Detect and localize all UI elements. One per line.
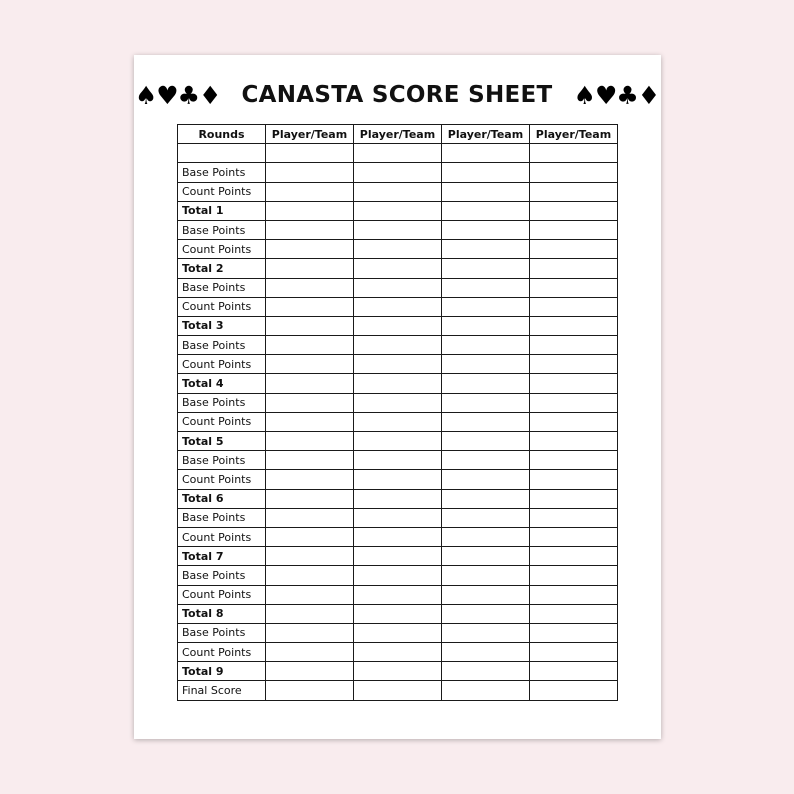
score-cell-player-2 — [354, 393, 442, 412]
row-label: Base Points — [178, 623, 266, 642]
row-label: Count Points — [178, 527, 266, 546]
score-cell-player-2 — [354, 566, 442, 585]
row-label: Count Points — [178, 585, 266, 604]
row-label: Total 4 — [178, 374, 266, 393]
score-cell-player-2 — [354, 316, 442, 335]
score-cell-player-4 — [530, 316, 618, 335]
score-cell-player-1 — [266, 297, 354, 316]
table-row — [178, 163, 618, 182]
table-row — [178, 336, 618, 355]
score-cell-player-3 — [442, 585, 530, 604]
card-suits-icon: ♠♥♣♦ — [573, 80, 660, 110]
score-cell-player-3 — [442, 220, 530, 239]
page-title: CANASTA SCORE SHEET — [241, 81, 553, 108]
score-cell-player-4 — [530, 432, 618, 451]
table-row — [178, 144, 618, 163]
score-cell-player-2 — [354, 259, 442, 278]
score-cell-player-1 — [266, 336, 354, 355]
table-row — [178, 201, 618, 220]
table-row — [178, 508, 618, 527]
row-label: Total 2 — [178, 259, 266, 278]
score-cell-player-2 — [354, 201, 442, 220]
score-cell-player-4 — [530, 623, 618, 642]
table-row — [178, 355, 618, 374]
score-cell-player-3 — [442, 547, 530, 566]
score-cell-player-1 — [266, 432, 354, 451]
score-cell-player-4 — [530, 144, 618, 163]
score-cell-player-1 — [266, 144, 354, 163]
row-label: Total 1 — [178, 201, 266, 220]
table-row — [178, 220, 618, 239]
row-label: Base Points — [178, 336, 266, 355]
score-cell-player-4 — [530, 643, 618, 662]
score-cell-player-2 — [354, 374, 442, 393]
score-cell-player-3 — [442, 623, 530, 642]
score-cell-player-3 — [442, 316, 530, 335]
table-row — [178, 432, 618, 451]
score-cell-player-1 — [266, 201, 354, 220]
score-cell-player-3 — [442, 144, 530, 163]
score-cell-player-2 — [354, 355, 442, 374]
score-cell-player-2 — [354, 643, 442, 662]
score-cell-player-3 — [442, 278, 530, 297]
title-row — [0, 78, 794, 112]
table-row — [178, 662, 618, 681]
score-table — [177, 124, 618, 701]
score-cell-player-2 — [354, 623, 442, 642]
score-cell-player-3 — [442, 393, 530, 412]
table-row — [178, 182, 618, 201]
row-label: Count Points — [178, 355, 266, 374]
score-cell-player-4 — [530, 336, 618, 355]
row-label: Total 9 — [178, 662, 266, 681]
row-label: Count Points — [178, 297, 266, 316]
score-cell-player-1 — [266, 585, 354, 604]
score-cell-player-3 — [442, 412, 530, 431]
table-row — [178, 681, 618, 700]
row-label — [178, 144, 266, 163]
table-row — [178, 623, 618, 642]
table-row — [178, 316, 618, 335]
header-rounds: Rounds — [178, 125, 266, 144]
score-cell-player-1 — [266, 240, 354, 259]
score-cell-player-2 — [354, 662, 442, 681]
table-row — [178, 412, 618, 431]
score-cell-player-2 — [354, 220, 442, 239]
score-cell-player-4 — [530, 451, 618, 470]
header-player-3: Player/Team — [442, 125, 530, 144]
score-cell-player-2 — [354, 412, 442, 431]
table-row — [178, 547, 618, 566]
table-row — [178, 451, 618, 470]
row-label: Base Points — [178, 393, 266, 412]
score-cell-player-1 — [266, 220, 354, 239]
score-cell-player-4 — [530, 527, 618, 546]
score-cell-player-3 — [442, 566, 530, 585]
score-cell-player-4 — [530, 240, 618, 259]
score-cell-player-2 — [354, 470, 442, 489]
score-cell-player-4 — [530, 355, 618, 374]
table-row — [178, 585, 618, 604]
score-cell-player-1 — [266, 412, 354, 431]
score-cell-player-1 — [266, 508, 354, 527]
score-cell-player-2 — [354, 278, 442, 297]
row-label: Base Points — [178, 566, 266, 585]
table-row — [178, 259, 618, 278]
score-cell-player-3 — [442, 355, 530, 374]
score-cell-player-3 — [442, 681, 530, 700]
score-cell-player-1 — [266, 182, 354, 201]
score-cell-player-4 — [530, 297, 618, 316]
score-cell-player-2 — [354, 585, 442, 604]
score-cell-player-2 — [354, 547, 442, 566]
score-cell-player-4 — [530, 508, 618, 527]
score-cell-player-4 — [530, 566, 618, 585]
table-row — [178, 527, 618, 546]
score-cell-player-3 — [442, 163, 530, 182]
score-cell-player-1 — [266, 355, 354, 374]
score-cell-player-1 — [266, 451, 354, 470]
score-cell-player-3 — [442, 470, 530, 489]
row-label: Total 6 — [178, 489, 266, 508]
score-cell-player-3 — [442, 604, 530, 623]
row-label: Count Points — [178, 182, 266, 201]
table-row — [178, 374, 618, 393]
row-label: Base Points — [178, 163, 266, 182]
score-cell-player-2 — [354, 527, 442, 546]
header-player-4: Player/Team — [530, 125, 618, 144]
score-cell-player-4 — [530, 412, 618, 431]
score-cell-player-1 — [266, 374, 354, 393]
row-label: Count Points — [178, 240, 266, 259]
row-label: Count Points — [178, 470, 266, 489]
score-cell-player-3 — [442, 297, 530, 316]
header-row — [178, 125, 618, 144]
score-cell-player-4 — [530, 278, 618, 297]
score-cell-player-3 — [442, 432, 530, 451]
score-cell-player-2 — [354, 432, 442, 451]
score-cell-player-3 — [442, 527, 530, 546]
table-row — [178, 489, 618, 508]
score-cell-player-3 — [442, 259, 530, 278]
score-cell-player-1 — [266, 393, 354, 412]
score-cell-player-4 — [530, 489, 618, 508]
score-cell-player-2 — [354, 297, 442, 316]
score-cell-player-4 — [530, 163, 618, 182]
score-cell-player-4 — [530, 259, 618, 278]
score-cell-player-2 — [354, 144, 442, 163]
table-row — [178, 393, 618, 412]
row-label: Count Points — [178, 643, 266, 662]
score-cell-player-2 — [354, 240, 442, 259]
row-label: Total 5 — [178, 432, 266, 451]
score-cell-player-4 — [530, 201, 618, 220]
score-cell-player-3 — [442, 240, 530, 259]
table-row — [178, 566, 618, 585]
score-cell-player-3 — [442, 451, 530, 470]
score-cell-player-2 — [354, 604, 442, 623]
score-cell-player-3 — [442, 182, 530, 201]
score-cell-player-2 — [354, 336, 442, 355]
header-player-1: Player/Team — [266, 125, 354, 144]
score-cell-player-1 — [266, 489, 354, 508]
score-cell-player-4 — [530, 585, 618, 604]
score-cell-player-1 — [266, 527, 354, 546]
score-cell-player-1 — [266, 566, 354, 585]
table-row — [178, 240, 618, 259]
score-cell-player-2 — [354, 182, 442, 201]
score-cell-player-4 — [530, 604, 618, 623]
score-cell-player-1 — [266, 662, 354, 681]
score-table-body — [178, 144, 618, 700]
score-cell-player-4 — [530, 393, 618, 412]
score-cell-player-3 — [442, 489, 530, 508]
score-cell-player-4 — [530, 182, 618, 201]
card-suits-icon: ♠♥♣♦ — [134, 80, 221, 110]
row-label: Base Points — [178, 278, 266, 297]
score-cell-player-1 — [266, 278, 354, 297]
score-cell-player-2 — [354, 508, 442, 527]
row-label: Base Points — [178, 220, 266, 239]
score-cell-player-1 — [266, 604, 354, 623]
score-cell-player-3 — [442, 374, 530, 393]
score-cell-player-1 — [266, 163, 354, 182]
header-player-2: Player/Team — [354, 125, 442, 144]
row-label: Count Points — [178, 412, 266, 431]
row-label: Total 7 — [178, 547, 266, 566]
table-row — [178, 297, 618, 316]
score-cell-player-1 — [266, 259, 354, 278]
table-row — [178, 643, 618, 662]
table-row — [178, 470, 618, 489]
score-cell-player-4 — [530, 681, 618, 700]
table-row — [178, 278, 618, 297]
score-cell-player-1 — [266, 643, 354, 662]
score-cell-player-3 — [442, 201, 530, 220]
row-label: Base Points — [178, 508, 266, 527]
score-cell-player-1 — [266, 681, 354, 700]
score-cell-player-4 — [530, 470, 618, 489]
score-cell-player-2 — [354, 451, 442, 470]
score-cell-player-4 — [530, 662, 618, 681]
score-cell-player-1 — [266, 547, 354, 566]
row-label: Base Points — [178, 451, 266, 470]
score-cell-player-2 — [354, 681, 442, 700]
score-cell-player-3 — [442, 662, 530, 681]
score-cell-player-4 — [530, 374, 618, 393]
score-cell-player-3 — [442, 643, 530, 662]
score-cell-player-4 — [530, 547, 618, 566]
table-row — [178, 604, 618, 623]
score-cell-player-1 — [266, 316, 354, 335]
row-label: Total 8 — [178, 604, 266, 623]
row-label: Final Score — [178, 681, 266, 700]
score-cell-player-4 — [530, 220, 618, 239]
score-cell-player-3 — [442, 336, 530, 355]
score-cell-player-2 — [354, 489, 442, 508]
score-cell-player-1 — [266, 623, 354, 642]
row-label: Total 3 — [178, 316, 266, 335]
score-cell-player-3 — [442, 508, 530, 527]
score-cell-player-2 — [354, 163, 442, 182]
score-cell-player-1 — [266, 470, 354, 489]
